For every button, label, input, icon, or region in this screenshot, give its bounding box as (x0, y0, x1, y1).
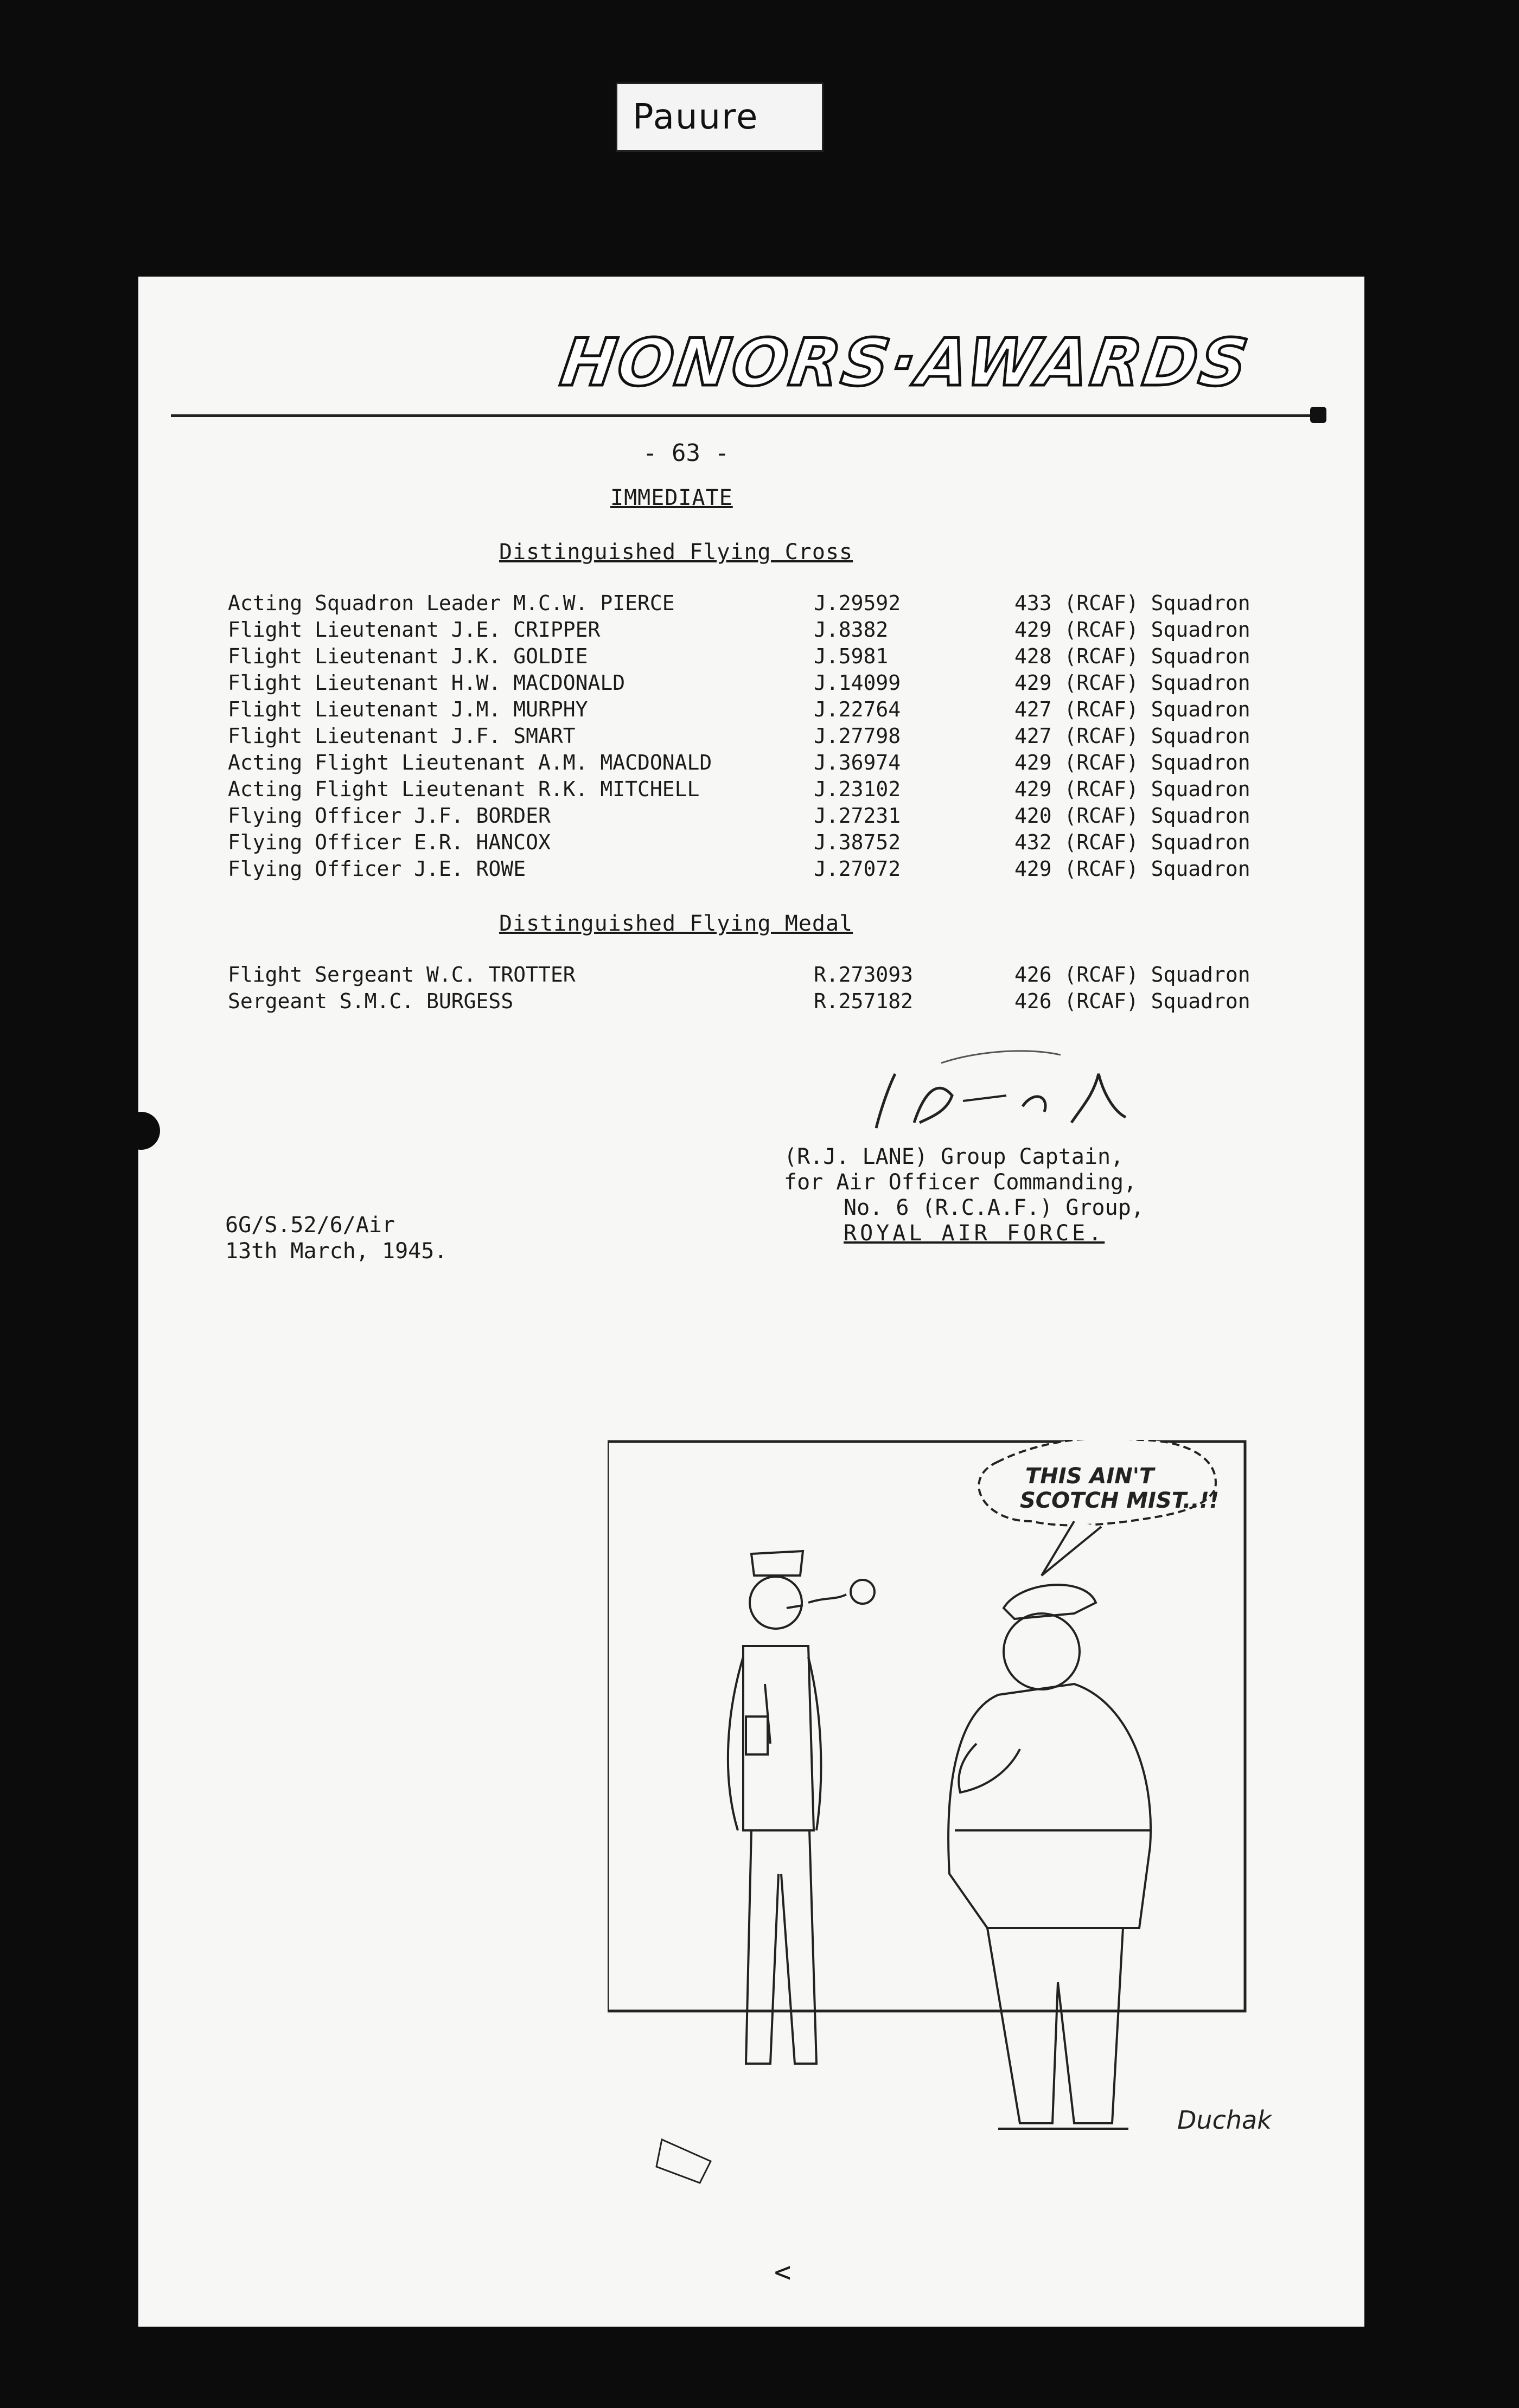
dfc-row (228, 697, 1313, 725)
award-rank-name: Flying Officer J.F. BORDER (228, 804, 551, 828)
page-number: - 63 - (643, 439, 729, 467)
award-service-number: J.27231 (814, 804, 901, 828)
dfc-row (228, 724, 1313, 751)
signatory-role: for Air Officer Commanding, (784, 1170, 1137, 1195)
rule-end-mark (1310, 407, 1326, 423)
award-rank-name: Flight Lieutenant J.M. MURPHY (228, 697, 588, 721)
award-unit: 433 (RCAF) Squadron (1014, 591, 1250, 615)
award-service-number: J.27798 (814, 724, 901, 748)
award-unit: 429 (RCAF) Squadron (1014, 618, 1250, 642)
award-rank-name: Sergeant S.M.C. BURGESS (228, 989, 514, 1013)
award-rank-name: Acting Flight Lieutenant A.M. MACDONALD (228, 751, 712, 774)
award-service-number: J.23102 (814, 777, 901, 801)
award-service-number: J.38752 (814, 830, 901, 854)
award-service-number: J.5981 (814, 644, 889, 668)
banner-title: HONORS·AWARDS (556, 325, 1254, 401)
dfc-row (228, 751, 1313, 778)
dfc-row (228, 830, 1313, 857)
award-unit: 429 (RCAF) Squadron (1014, 751, 1250, 774)
bottom-mark: < (774, 2256, 792, 2289)
header-rule (171, 414, 1321, 417)
dfm-row (228, 989, 1313, 1016)
award-unit: 432 (RCAF) Squadron (1014, 830, 1250, 854)
dfm-heading: Distinguished Flying Medal (499, 911, 853, 936)
speech-text-1: THIS AIN'T (1025, 1464, 1154, 1489)
dfc-heading: Distinguished Flying Cross (499, 540, 853, 565)
dfm-row (228, 963, 1313, 990)
dfc-row (228, 671, 1313, 698)
dfc-row (228, 644, 1313, 671)
award-unit: 427 (RCAF) Squadron (1014, 724, 1250, 748)
award-rank-name: Flight Lieutenant J.F. SMART (228, 724, 576, 748)
award-unit: 428 (RCAF) Squadron (1014, 644, 1250, 668)
award-unit: 429 (RCAF) Squadron (1014, 777, 1250, 801)
dfc-row (228, 777, 1313, 804)
ground-debris (656, 2140, 711, 2183)
signature-block (784, 1144, 1144, 1246)
award-service-number: J.14099 (814, 671, 901, 695)
reference-date: 13th March, 1945. (225, 1239, 448, 1264)
dfc-row (228, 618, 1313, 645)
speech-text-2: SCOTCH MIST..!! (1020, 1488, 1220, 1513)
document-page (138, 277, 1364, 2327)
folder-tab-label: Pauure (616, 82, 824, 152)
punch-hole (122, 1112, 160, 1150)
award-rank-name: Flight Lieutenant H.W. MACDONALD (228, 671, 626, 695)
award-unit: 426 (RCAF) Squadron (1014, 989, 1250, 1013)
award-service-number: J.36974 (814, 751, 901, 774)
signatory-name-title: (R.J. LANE) Group Captain, (784, 1144, 1124, 1169)
cartoon-frame (608, 1442, 1245, 2011)
award-service-number: J.22764 (814, 697, 901, 721)
soldier-figure (728, 1551, 875, 2064)
award-service-number: R.257182 (814, 989, 914, 1013)
reference-code: 6G/S.52/6/Air (225, 1213, 395, 1238)
award-unit: 426 (RCAF) Squadron (1014, 963, 1250, 987)
handwritten-signature (844, 1041, 1147, 1144)
award-unit: 429 (RCAF) Squadron (1014, 857, 1250, 881)
award-service-number: R.273093 (814, 963, 914, 987)
dfc-row (228, 804, 1313, 831)
award-unit: 429 (RCAF) Squadron (1014, 671, 1250, 695)
award-unit: 420 (RCAF) Squadron (1014, 804, 1250, 828)
officer-figure (948, 1585, 1151, 2129)
section-heading: IMMEDIATE (610, 485, 733, 510)
dfc-row (228, 591, 1313, 618)
award-rank-name: Flight Sergeant W.C. TROTTER (228, 963, 576, 987)
award-rank-name: Flying Officer E.R. HANCOX (228, 830, 551, 854)
dfc-row (228, 857, 1313, 884)
speech-bubble-tail (1042, 1521, 1101, 1576)
signatory-group: No. 6 (R.C.A.F.) Group, (844, 1195, 1144, 1220)
signatory-force: ROYAL AIR FORCE. (844, 1221, 1105, 1246)
cartoon-illustration (608, 1440, 1345, 2199)
award-rank-name: Flight Lieutenant J.K. GOLDIE (228, 644, 588, 668)
award-service-number: J.8382 (814, 618, 889, 642)
award-rank-name: Acting Squadron Leader M.C.W. PIERCE (228, 591, 675, 615)
award-rank-name: Flight Lieutenant J.E. CRIPPER (228, 618, 601, 642)
document-reference (225, 1212, 447, 1264)
award-service-number: J.27072 (814, 857, 901, 881)
award-service-number: J.29592 (814, 591, 901, 615)
award-rank-name: Acting Flight Lieutenant R.K. MITCHELL (228, 777, 700, 801)
award-rank-name: Flying Officer J.E. ROWE (228, 857, 526, 881)
award-unit: 427 (RCAF) Squadron (1014, 697, 1250, 721)
artist-signature: Duchak (1177, 2105, 1272, 2135)
